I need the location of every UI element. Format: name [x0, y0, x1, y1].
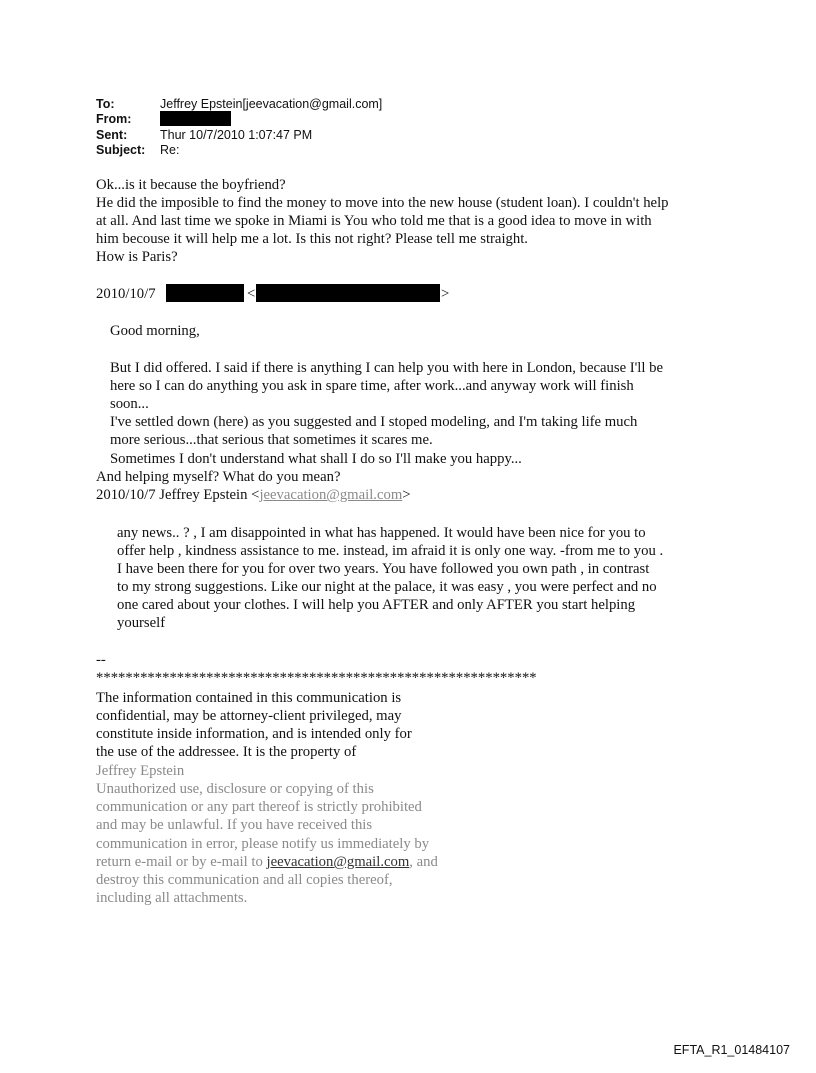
- to-label: To:: [96, 97, 115, 111]
- quote2-line: offer help , kindness assistance to me. instead, im afraid it is only one way. -from me to you .: [117, 543, 664, 559]
- signature-dashes: --: [96, 652, 106, 668]
- reply-line: him becouse it will help me a lot. Is this not right? Please tell me straight.: [96, 231, 528, 247]
- quote1-line: soon...: [110, 396, 149, 412]
- quote2-line: to my strong suggestions. Like our night at the palace, it was easy , you were perfect and no: [117, 579, 657, 595]
- sent-value: Thur 10/7/2010 1:07:47 PM: [160, 128, 313, 142]
- from-label: From:: [96, 112, 132, 126]
- disclaimer-line: constitute inside information, and is intended only for: [96, 726, 412, 742]
- quote1-line: more serious...that serious that sometimes it scares me.: [110, 432, 433, 448]
- reply-line: He did the imposible to find the money to move into the new house (student loan). I couldn't help: [96, 195, 669, 211]
- quote2-attribution-prefix: 2010/10/7 Jeffrey Epstein <: [96, 487, 260, 503]
- reply-line: at all. And last time we spoke in Miami is You who told me that is a good idea to move in with: [96, 213, 652, 229]
- reply-line: Ok...is it because the boyfriend?: [96, 177, 286, 193]
- return-suffix: , and: [409, 854, 438, 870]
- reply-line: How is Paris?: [96, 249, 178, 265]
- sent-label: Sent:: [96, 128, 128, 142]
- disclaimer-grey-line: destroy this communication and all copies thereof,: [96, 872, 393, 888]
- document-id: EFTA_R1_01484107: [673, 1043, 790, 1057]
- signature-stars: ************************************************************: [96, 670, 537, 686]
- disclaimer-grey-line: including all attachments.: [96, 890, 248, 906]
- return-email-link[interactable]: jeevacation@gmail.com: [266, 854, 410, 870]
- to-value: Jeffrey Epstein[jeevacation@gmail.com]: [160, 97, 383, 111]
- quote1-line: Sometimes I don't understand what shall I do so I'll make you happy...: [110, 451, 522, 467]
- return-prefix: return e-mail or by e-mail to: [96, 854, 267, 870]
- quote2-line: one cared about your clothes. I will help you AFTER and only AFTER you start helping: [117, 597, 636, 613]
- quote2-line: yourself: [117, 615, 166, 631]
- quote1-line: here so I can do anything you ask in spare time, after work...and anyway work will finish: [110, 378, 634, 394]
- quote1-line: But I did offered. I said if there is anything I can help you with here in London, because I'll be: [110, 360, 663, 376]
- disclaimer-line: the use of the addressee. It is the property of: [96, 744, 357, 760]
- quote2-line: I have been there for you for over two years. You have followed you own path , in contrast: [117, 561, 650, 577]
- quote1-date: 2010/10/7: [96, 286, 156, 302]
- quote2-attribution: [96, 486, 411, 504]
- disclaimer-line: The information contained in this communication is: [96, 690, 402, 706]
- quote1-greeting: Good morning,: [110, 323, 200, 339]
- quote1-gt: >: [441, 286, 450, 302]
- subject-value: Re:: [160, 143, 180, 157]
- disclaimer-grey-line: Jeffrey Epstein: [96, 763, 185, 779]
- redaction-sender-email: [256, 284, 440, 302]
- quote2-line: any news.. ? , I am disappointed in what has happened. It would have been nice for you to: [117, 525, 646, 541]
- subject-label: Subject:: [96, 143, 146, 157]
- redaction-sender-name: [166, 284, 244, 302]
- quote1-question: And helping myself? What do you mean?: [96, 469, 341, 485]
- disclaimer-grey-line: communication in error, please notify us immediately by: [96, 836, 430, 852]
- disclaimer-grey-line: Unauthorized use, disclosure or copying of this: [96, 781, 374, 797]
- disclaimer-grey-line: communication or any part thereof is strictly prohibited: [96, 799, 422, 815]
- quote1-lt: <: [247, 286, 256, 302]
- disclaimer-return-line: [96, 853, 438, 871]
- quote1-line: I've settled down (here) as you suggested and I stoped modeling, and I'm taking life much: [110, 414, 638, 430]
- disclaimer-line: confidential, may be attorney-client privileged, may: [96, 708, 402, 724]
- redaction-from: [160, 111, 231, 126]
- quote2-email-link[interactable]: jeevacation@gmail.com: [259, 487, 403, 503]
- disclaimer-grey-line: and may be unlawful. If you have received this: [96, 817, 373, 833]
- quote2-attribution-suffix: >: [402, 487, 411, 503]
